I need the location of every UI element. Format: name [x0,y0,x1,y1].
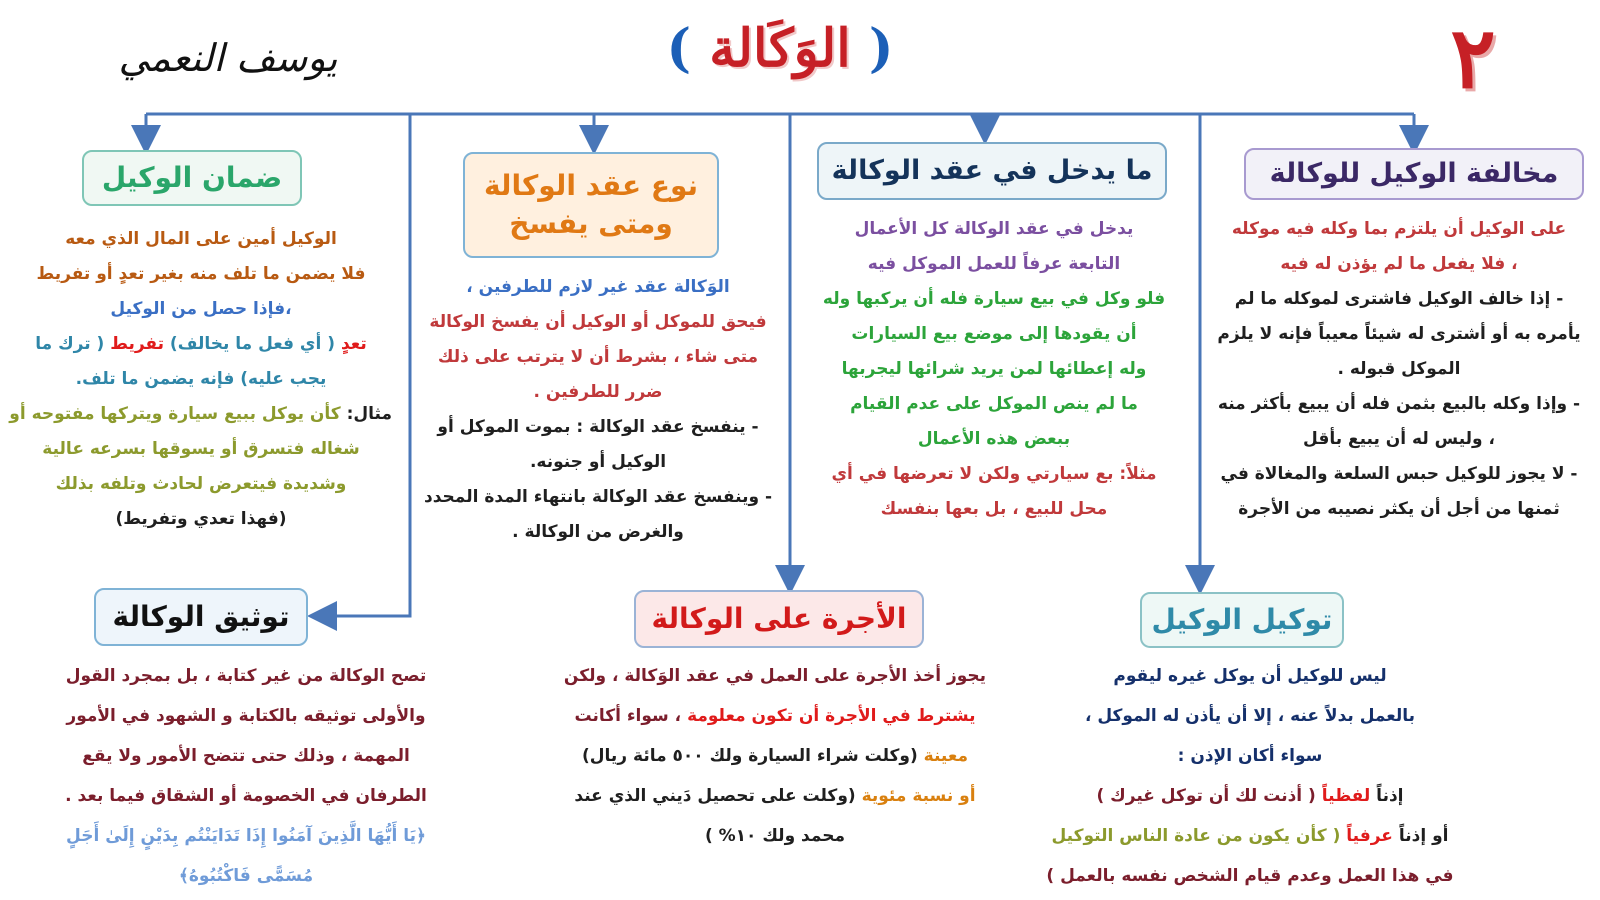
tawkil-line: سواء أكان الإذن : [1177,746,1323,766]
daman-line: فلا يضمن ما تلف منه بغير تعدٍ أو تفريط [36,264,366,284]
tawthiq-line: والأولى توثيقه بالكتابة و الشهود في الأمور [66,706,426,726]
naw-line: متى شاء ، بشرط أن لا يترتب على ذلك [437,347,759,367]
heading-ujra: الأجرة على الوكالة [634,590,924,648]
title-close-paren: ) [666,18,692,79]
title-open-paren: ( [868,18,894,79]
yadkhul-text [814,212,1174,527]
heading-daman: ضمان الوكيل [82,150,302,206]
yadkhul-line: ما لم ينص الموكل على عدم القيام [850,394,1138,414]
yadkhul-line: وله إعطائها لمن يريد شرائها ليجربها [841,359,1147,379]
mukhalafa-line: الموكل قبوله . [1337,359,1461,379]
mukhalafa-line: على الوكيل أن يلتزم بما وكله فيه موكله [1231,219,1567,239]
heading-mukhalafa: مخالفة الوكيل للوكالة [1244,148,1584,200]
ujra-line: يجوز أخذ الأجرة على العمل في عقد الوَكالة ، ولكن [563,666,987,686]
yadkhul-line: ببعض هذه الأعمال [917,429,1071,449]
yadkhul-line: التابعة عرفاً للعمل الموكل فيه [867,254,1121,274]
tawkil-text [1040,656,1460,896]
heading-yadkhul: ما يدخل في عقد الوكالة [817,142,1167,200]
mukhalafa-line: - وإذا وكله بالبيع بثمن فله أن يبيع بأكثر منه [1217,394,1581,414]
ujra-text [530,656,1020,856]
naw-line: ضرر للطرفين . [533,382,663,402]
mukhalafa-text [1204,212,1594,527]
tawkil-line: بالعمل بدلاً عنه ، إلا أن يأذن له الموكل ، [1084,706,1416,726]
naw-line: - وينفسخ عقد الوكالة بانتهاء المدة المحدد [424,487,772,507]
mukhalafa-line: ، وليس له أن يبيع بأقل [1303,429,1495,449]
heading-naw: نوع عقد الوكالة ومتى يفسخ [463,152,719,258]
quran-verse: مُسَمًّى فَاكْتُبُوهُ﴾ [178,866,314,886]
tawkil-line: ليس للوكيل أن يوكل غيره ليقوم [1113,666,1387,686]
quran-verse: ﴿يَا أَيُّهَا الَّذِينَ آمَنُوا إِذَا تَدَايَنْتُم بِدَيْنٍ إِلَىٰ أَجَلٍ [66,826,426,846]
mukhalafa-line: - إذا خالف الوكيل فاشترى لموكله ما لم [1234,289,1564,309]
mukhalafa-line: ، فلا يفعل ما لم يؤذن له فيه [1280,254,1518,274]
mukhalafa-line: يأمره به أو أشترى له شيئاً معيباً فإنه لا يلزم [1217,324,1581,344]
tawkil-line: أو إذناً عرفياً ( كأن يكون من عادة الناس التوكيل [1051,826,1449,846]
heading-tawkil: توكيل الوكيل [1140,592,1344,648]
tawthiq-text [16,656,476,896]
daman-line: (فهذا تعدي وتفريط) [115,509,287,529]
daman-line: وشديدة فيتعرض لحادث وتلفه بذلك [55,474,347,494]
daman-line: يجب عليه) فإنه يضمن ما تلف. [75,369,327,389]
naw-line: - ينفسخ عقد الوكالة : بموت الموكل أو [437,417,759,437]
lesson-number: ٢ [1450,8,1496,107]
yadkhul-line: محل للبيع ، بل بعها بنفسك [880,499,1108,519]
daman-line: مثال: كأن يوكل ببيع سيارة ويتركها مفتوحه أو [9,404,392,424]
author-signature: يوسف النعمي [118,36,338,80]
ujra-line: محمد ولك ١٠% ) [704,826,846,846]
tawkil-line: في هذا العمل وعدم قيام الشخص نفسه بالعمل ) [1046,866,1454,886]
yadkhul-line: مثلاً: بع سيارتي ولكن لا تعرضها في أي [831,464,1157,484]
naw-text [420,270,776,550]
naw-line: والغرض من الوكالة . [512,522,684,542]
mukhalafa-line: - لا يجوز للوكيل حبس السلعة والمغالاة في [1220,464,1578,484]
daman-line: الوكيل أمين على المال الذي معه [65,229,337,249]
tawthiq-line: المهمة ، وذلك حتى تتضح الأمور ولا يقع [82,746,410,766]
ujra-line: معينة (وكلت شراء السيارة ولك ٥٠٠ مائة ريال) [582,746,968,766]
yadkhul-line: فلو وكل في بيع سيارة فله أن يركبها وله [822,289,1166,309]
daman-line: تعدٍ ( أي فعل ما يخالف) تفريط ( ترك ما [35,334,367,354]
tawthiq-line: تصح الوكالة من غير كتابة ، بل بمجرد القول [65,666,427,686]
naw-line: الوَكالة عقد غير لازم للطرفين ، [466,277,730,297]
heading-tawthiq: توثيق الوكالة [94,588,308,646]
daman-line: شغاله فتسرق أو يسوقها بسرعه عالية [42,439,360,459]
ujra-line: أو نسبة مئوية (وكلت على تحصيل دَيني الذي عند [574,786,976,806]
naw-line: فيحق للموكل أو الوكيل أن يفسخ الوكالة [429,312,767,332]
daman-line: ،فإذا حصل من الوكيل [110,299,292,319]
yadkhul-line: أن يقودها إلى موضع بيع السيارات [851,324,1137,344]
mukhalafa-line: ثمنها من أجل أن يكثر نصيبه من الأجرة [1238,499,1560,519]
naw-line: الوكيل أو جنونه. [529,452,667,472]
yadkhul-line: يدخل في عقد الوكالة كل الأعمال [854,219,1134,239]
tawkil-line: إذناً لفظياً ( أذنت لك أن توكل غيرك ) [1096,786,1404,806]
ujra-line: يشترط في الأجرة أن تكون معلومة ، سواء أكانت [574,706,976,726]
tawthiq-line: الطرفان في الخصومة أو الشقاق فيما بعد . [65,786,427,806]
title-text: الوَكَالة [709,18,851,79]
daman-text [10,222,392,537]
